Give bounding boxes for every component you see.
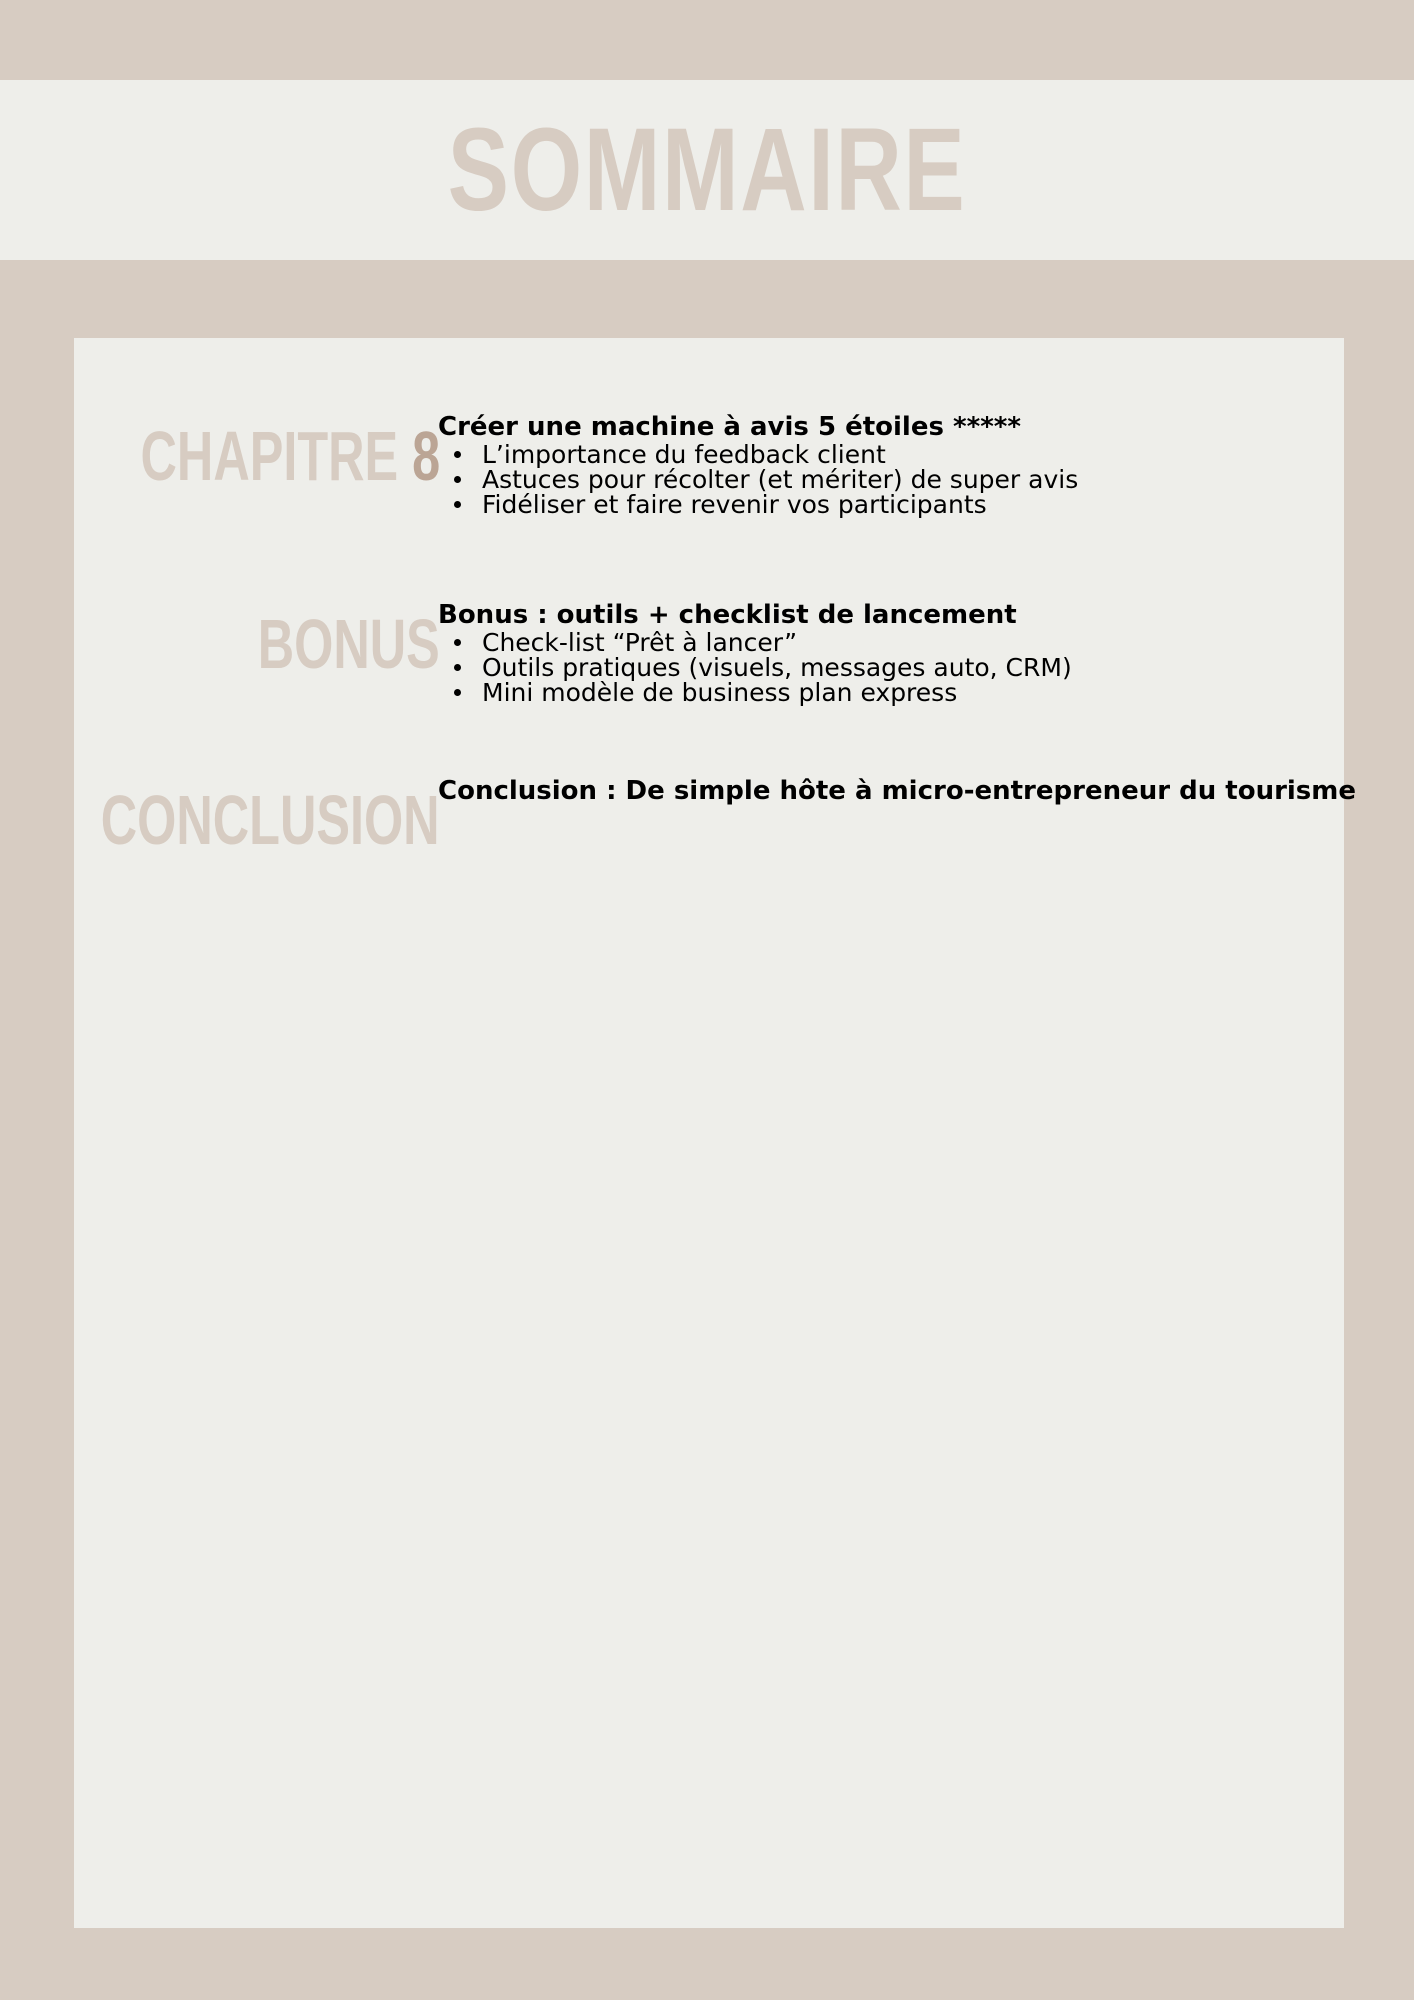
- section-label: BONUS: [257, 605, 440, 683]
- bullet-icon: [454, 664, 461, 671]
- entry-list: [438, 630, 1318, 705]
- list-item-text: Mini modèle de business plan express: [482, 678, 958, 707]
- toc-entry: [438, 412, 1318, 517]
- entry-list: [438, 442, 1318, 517]
- entry-title[interactable]: Conclusion : De simple hôte à micro-entrepreneur du tourisme: [438, 776, 1357, 806]
- list-item-text: Fidéliser et faire revenir vos participants: [482, 490, 987, 519]
- header-band: [0, 80, 1414, 260]
- list-item: [438, 630, 1318, 655]
- section-label-box: [0, 780, 440, 860]
- entry-title[interactable]: Créer une machine à avis 5 étoiles *****: [438, 412, 1021, 442]
- section-label-text: CHAPITRE: [140, 417, 398, 495]
- bullet-icon: [454, 476, 461, 483]
- list-item: [438, 492, 1318, 517]
- entry-title[interactable]: Bonus : outils + checklist de lancement: [438, 600, 1017, 630]
- list-item: [438, 655, 1318, 680]
- toc-entry: [438, 600, 1318, 705]
- section-label-box: [187, 604, 440, 684]
- bullet-icon: [454, 639, 461, 646]
- toc-entry: [438, 776, 1357, 806]
- list-item: [438, 680, 1318, 705]
- section-label-box: [24, 416, 440, 496]
- page-title: SOMMAIRE: [447, 104, 967, 236]
- bullet-icon: [454, 689, 461, 696]
- section-label: [140, 416, 440, 496]
- content-panel: [74, 338, 1357, 1928]
- list-item-text: Check-list “Prêt à lancer”: [482, 628, 798, 657]
- list-item-text: Outils pratiques (visuels, messages auto, CRM): [482, 653, 1072, 682]
- bullet-icon: [454, 451, 461, 458]
- list-item-text: L’importance du feedback client: [482, 440, 886, 469]
- list-item: [438, 467, 1318, 492]
- bullet-icon: [454, 501, 461, 508]
- section-label: CONCLUSION: [101, 781, 440, 859]
- list-item-text: Astuces pour récolter (et mériter) de super avis: [482, 465, 1079, 494]
- list-item: [438, 442, 1318, 467]
- chapter-number: 8: [411, 417, 440, 495]
